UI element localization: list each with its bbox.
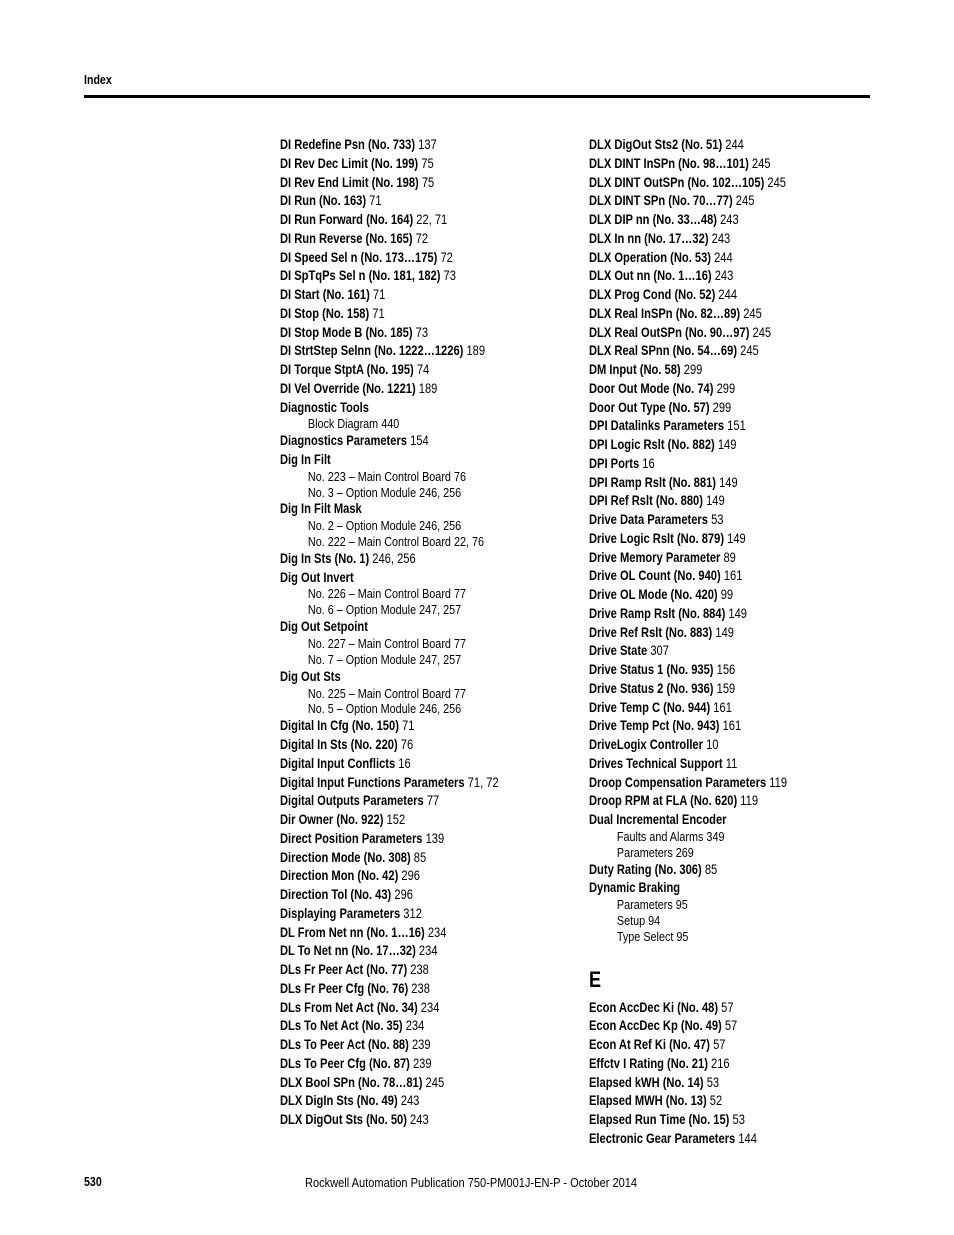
index-term: DLX Real SPnn (No. 54…69) — [589, 343, 738, 359]
index-pages: 189 — [415, 380, 438, 396]
index-term: Dig In Filt Mask — [280, 501, 362, 517]
index-pages: 245 — [764, 174, 786, 190]
index-entry — [589, 999, 827, 1018]
index-term: Dig Out Invert — [280, 569, 354, 585]
index-pages: 72 — [412, 230, 429, 246]
index-entry — [280, 192, 518, 211]
page-number: 530 — [84, 1175, 102, 1189]
index-entry — [280, 792, 518, 811]
index-entry — [589, 1074, 827, 1093]
index-pages: 119 — [766, 774, 788, 790]
index-term: Dig In Sts (No. 1) — [280, 550, 370, 566]
index-entry — [280, 1074, 518, 1093]
index-pages: 71 — [366, 193, 382, 209]
index-entry — [589, 1017, 827, 1036]
index-term: Drive Memory Parameter — [589, 549, 721, 565]
index-column-right — [589, 136, 827, 1149]
index-pages: 234 — [415, 943, 438, 959]
index-entry — [280, 867, 518, 886]
index-term: DI Stop Mode B (No. 185) — [280, 324, 413, 340]
index-entry — [589, 155, 827, 174]
index-entry — [589, 211, 827, 230]
index-pages: 245 — [748, 155, 771, 171]
index-pages: 149 — [714, 437, 737, 452]
index-term: DI Rev End Limit (No. 198) — [280, 174, 419, 190]
index-subentry: No. 227 – Main Control Board 77 — [307, 635, 466, 651]
index-pages: 161 — [720, 568, 743, 584]
index-pages: 216 — [707, 1055, 730, 1071]
index-term: Drives Technical Support — [589, 755, 723, 771]
index-term: Econ AccDec Ki (No. 48) — [589, 999, 719, 1015]
index-term: Drive OL Mode (No. 420) — [589, 587, 718, 602]
index-subentry: No. 222 – Main Control Board 22, 76 — [307, 534, 485, 550]
index-entry — [589, 305, 827, 324]
index-subentry: Type Select 95 — [616, 928, 689, 944]
index-pages: 151 — [724, 418, 746, 434]
index-pages: 245 — [737, 343, 759, 359]
index-term: Drive Status 1 (No. 935) — [589, 662, 714, 677]
index-term: Drive Ref Rslt (No. 883) — [589, 624, 713, 640]
index-term: DI Start (No. 161) — [280, 287, 370, 302]
index-subentry: No. 225 – Main Control Board 77 — [307, 685, 466, 701]
index-pages: 77 — [423, 793, 440, 809]
index-entry — [589, 380, 827, 399]
index-entry — [589, 861, 827, 880]
index-entry — [589, 605, 827, 624]
index-entry — [589, 192, 827, 211]
index-term: Dig Out Setpoint — [280, 619, 368, 635]
index-entry — [589, 399, 827, 418]
index-term: Digital Outputs Parameters — [280, 793, 424, 809]
index-term: DI Speed Sel n (No. 173…175) — [280, 249, 438, 265]
index-term: DL To Net nn (No. 17…32) — [280, 943, 416, 959]
index-pages: 234 — [417, 999, 440, 1015]
index-entry — [280, 569, 518, 588]
index-term: DI SpTqPs Sel n (No. 181, 182) — [280, 268, 441, 284]
index-entry — [280, 1055, 518, 1074]
index-term: DLX DINT OutSPn (No. 102…105) — [589, 174, 765, 190]
index-term: DI Stop (No. 158) — [280, 305, 370, 321]
index-pages: 16 — [639, 455, 655, 471]
index-term: DLX DigOut Sts (No. 50) — [280, 1112, 407, 1128]
index-pages: 85 — [410, 849, 427, 865]
index-entry — [280, 451, 518, 470]
index-entry — [589, 455, 827, 474]
index-entry — [280, 717, 518, 736]
index-entry — [280, 1092, 518, 1111]
index-entry — [280, 361, 518, 380]
index-pages: 238 — [407, 962, 429, 978]
index-entry — [280, 961, 518, 980]
index-entry — [589, 1055, 827, 1074]
index-subentry: Parameters 95 — [616, 897, 688, 913]
index-pages: 57 — [718, 999, 734, 1015]
index-entry — [589, 230, 827, 249]
index-term: Drive OL Count (No. 940) — [589, 568, 721, 584]
index-term: Displaying Parameters — [280, 905, 401, 921]
index-pages: 11 — [722, 755, 738, 771]
index-term: DLs From Net Act (No. 34) — [280, 999, 418, 1015]
index-term: Diagnostics Parameters — [280, 433, 408, 449]
index-term: DLX DINT InSPn (No. 98…101) — [589, 155, 749, 171]
index-term: DI Vel Override (No. 1221) — [280, 380, 416, 396]
index-term: DLX Out nn (No. 1…16) — [589, 268, 712, 284]
index-column-left — [280, 136, 518, 1130]
index-entry — [280, 999, 518, 1018]
index-entry — [589, 511, 827, 530]
index-entry — [589, 361, 827, 380]
index-term: Effctv I Rating (No. 21) — [589, 1055, 708, 1071]
page-header-title: Index — [84, 73, 112, 87]
index-term: DI Redefine Psn (No. 733) — [280, 137, 416, 152]
index-entry — [589, 549, 827, 568]
index-entry — [280, 618, 518, 637]
index-pages: 299 — [680, 362, 703, 377]
index-pages: 53 — [703, 1074, 720, 1090]
index-term: Elapsed Run Time (No. 15) — [589, 1112, 730, 1128]
index-pages: 149 — [702, 493, 725, 509]
index-entry — [280, 755, 518, 774]
index-term: Diagnostic Tools — [280, 399, 369, 415]
index-pages: 243 — [397, 1093, 420, 1109]
index-section-d-continued — [589, 136, 827, 945]
index-pages: 244 — [711, 249, 733, 265]
index-entry — [280, 886, 518, 905]
index-term: Droop RPM at FLA (No. 620) — [589, 793, 738, 809]
index-entry — [280, 1111, 518, 1130]
index-term: Dig Out Sts — [280, 668, 341, 684]
index-term: Elapsed kWH (No. 14) — [589, 1074, 704, 1090]
index-pages: 243 — [708, 230, 731, 246]
index-entry — [589, 324, 827, 343]
index-term: DLX In nn (No. 17…32) — [589, 230, 709, 246]
index-pages: 156 — [713, 662, 736, 677]
index-entry — [280, 399, 518, 418]
index-pages: 85 — [701, 861, 718, 877]
index-pages: 238 — [408, 980, 430, 996]
index-pages: 71 — [369, 305, 385, 321]
index-term: DM Input (No. 58) — [589, 362, 681, 377]
index-entry — [589, 249, 827, 268]
index-entry — [589, 530, 827, 549]
section-letter-e: E — [589, 966, 602, 992]
index-entry — [589, 811, 827, 830]
index-subentry: No. 226 – Main Control Board 77 — [307, 586, 466, 602]
index-term: DLX DINT SPn (No. 70…77) — [589, 193, 733, 209]
index-pages: 74 — [413, 362, 430, 377]
index-pages: 149 — [712, 624, 734, 640]
index-term: Duty Rating (No. 306) — [589, 861, 702, 877]
index-entry — [280, 924, 518, 943]
index-pages: 244 — [722, 137, 744, 152]
index-pages: 296 — [398, 868, 420, 884]
index-subentry: Faults and Alarms 349 — [616, 828, 725, 844]
index-term: Dig In Filt — [280, 451, 331, 467]
index-pages: 245 — [422, 1074, 445, 1090]
index-term: DI Run Forward (No. 164) — [280, 212, 414, 227]
index-term: DPI Logic Rslt (No. 882) — [589, 437, 715, 452]
index-entry — [280, 774, 518, 793]
index-entry — [589, 792, 827, 811]
index-term: Direction Tol (No. 43) — [280, 887, 392, 903]
index-pages: 243 — [711, 268, 734, 284]
index-term: DI Rev Dec Limit (No. 199) — [280, 155, 419, 171]
index-pages: 149 — [725, 605, 747, 621]
index-pages: 243 — [406, 1112, 429, 1128]
index-entry — [280, 136, 518, 155]
index-term: Electronic Gear Parameters — [589, 1130, 736, 1146]
index-term: DLs Fr Peer Cfg (No. 76) — [280, 980, 409, 996]
index-term: Drive Temp Pct (No. 943) — [589, 718, 720, 734]
index-term: Elapsed MWH (No. 13) — [589, 1093, 707, 1109]
index-entry — [280, 267, 518, 286]
index-entry — [589, 661, 827, 680]
index-pages: 234 — [402, 1018, 425, 1034]
index-entry — [589, 567, 827, 586]
index-entry — [589, 136, 827, 155]
index-entry — [280, 905, 518, 924]
index-term: DI Torque StptA (No. 195) — [280, 362, 414, 377]
index-entry — [280, 230, 518, 249]
index-pages: 239 — [409, 1055, 432, 1071]
index-pages: 244 — [715, 287, 738, 302]
index-entry — [589, 267, 827, 286]
index-term: Direct Position Parameters — [280, 830, 423, 846]
index-pages: 139 — [422, 830, 445, 846]
index-term: Digital In Cfg (No. 150) — [280, 718, 399, 734]
index-term: DLX DigOut Sts2 (No. 51) — [589, 137, 723, 152]
index-subentry: No. 2 – Option Module 246, 256 — [307, 518, 462, 534]
index-entry — [589, 286, 827, 305]
index-pages: 245 — [732, 193, 755, 209]
index-pages: 245 — [740, 305, 762, 321]
index-pages: 119 — [737, 793, 759, 809]
index-entry — [589, 624, 827, 643]
index-term: Dynamic Braking — [589, 880, 681, 896]
index-entry — [589, 174, 827, 193]
index-term: DLs Fr Peer Act (No. 77) — [280, 962, 408, 978]
index-entry — [280, 211, 518, 230]
index-term: Drive Logic Rslt (No. 879) — [589, 530, 725, 546]
index-entry — [280, 174, 518, 193]
index-pages: 246, 256 — [369, 550, 416, 566]
index-entry — [280, 432, 518, 451]
index-entry — [280, 1036, 518, 1055]
index-subentry: No. 223 – Main Control Board 76 — [307, 468, 466, 484]
index-subentry: Setup 94 — [616, 912, 661, 928]
index-entry — [280, 830, 518, 849]
index-entry — [280, 305, 518, 324]
index-term: DLX DigIn Sts (No. 49) — [280, 1093, 398, 1109]
index-pages: 149 — [715, 474, 738, 490]
publication-footer: Rockwell Automation Publication 750-PM001J-EN-P - October 2014 — [305, 1175, 638, 1190]
index-pages: 299 — [709, 399, 732, 415]
index-term: DI Run Reverse (No. 165) — [280, 230, 413, 246]
index-pages: 245 — [749, 324, 772, 340]
index-entry — [589, 586, 827, 605]
index-entry — [589, 717, 827, 736]
index-pages: 10 — [702, 737, 719, 752]
index-entry — [589, 417, 827, 436]
index-term: Door Out Mode (No. 74) — [589, 380, 714, 396]
index-term: Drive Ramp Rslt (No. 884) — [589, 605, 726, 621]
index-term: Drive Temp C (No. 944) — [589, 699, 711, 715]
index-pages: 72 — [437, 249, 453, 265]
index-entry — [280, 668, 518, 687]
index-pages: 154 — [407, 433, 429, 449]
index-entry — [589, 1111, 827, 1130]
index-entry — [589, 774, 827, 793]
index-pages: 299 — [713, 380, 736, 396]
index-pages: 137 — [415, 137, 437, 152]
index-subentry: No. 6 – Option Module 247, 257 — [307, 602, 462, 618]
index-term: Digital In Sts (No. 220) — [280, 737, 398, 753]
index-pages: 89 — [720, 549, 736, 565]
index-entry — [280, 380, 518, 399]
index-term: Droop Compensation Parameters — [589, 774, 767, 790]
index-entry — [589, 474, 827, 493]
index-pages: 152 — [383, 812, 406, 828]
index-term: DI StrtStep Selnn (No. 1222…1226) — [280, 343, 464, 359]
index-pages: 53 — [707, 512, 724, 527]
index-subentry: No. 5 – Option Module 246, 256 — [307, 701, 462, 717]
index-pages: 73 — [440, 268, 456, 284]
index-term: DLX Prog Cond (No. 52) — [589, 287, 716, 302]
index-pages: 71 — [398, 718, 415, 734]
index-entry — [589, 680, 827, 699]
index-pages: 296 — [391, 887, 413, 903]
index-pages: 307 — [647, 643, 669, 659]
index-subentry: No. 3 – Option Module 246, 256 — [307, 484, 462, 500]
index-entry — [280, 942, 518, 961]
index-entry — [589, 642, 827, 661]
index-entry — [280, 811, 518, 830]
index-entry — [280, 249, 518, 268]
index-pages: 189 — [463, 343, 486, 359]
index-pages: 16 — [395, 755, 411, 771]
index-pages: 144 — [735, 1130, 757, 1146]
index-term: DLs To Net Act (No. 35) — [280, 1018, 403, 1034]
index-term: Direction Mon (No. 42) — [280, 868, 399, 884]
index-term: Drive State — [589, 643, 648, 659]
index-entry — [280, 550, 518, 569]
index-entry — [280, 980, 518, 999]
index-pages: 149 — [724, 530, 746, 546]
index-section-e — [589, 999, 827, 1149]
index-term: DLX Real OutSPn (No. 90…97) — [589, 324, 750, 340]
index-pages: 22, 71 — [413, 212, 448, 227]
index-term: DPI Ref Rslt (No. 880) — [589, 493, 703, 509]
index-entry — [280, 1017, 518, 1036]
index-term: Econ At Ref Ki (No. 47) — [589, 1037, 710, 1053]
index-term: DI Run (No. 163) — [280, 193, 367, 209]
index-pages: 73 — [412, 324, 429, 340]
index-term: Direction Mode (No. 308) — [280, 849, 411, 865]
index-entry — [589, 342, 827, 361]
index-pages: 239 — [408, 1037, 431, 1053]
index-pages: 52 — [706, 1093, 723, 1109]
index-subentry: Parameters 269 — [616, 844, 694, 860]
index-entry — [280, 736, 518, 755]
index-pages: 243 — [717, 212, 739, 227]
index-subentry: No. 7 – Option Module 247, 257 — [307, 651, 462, 667]
index-pages: 57 — [721, 1018, 738, 1034]
index-term: DLX DIP nn (No. 33…48) — [589, 212, 718, 227]
index-pages: 71, 72 — [464, 774, 499, 790]
index-term: DPI Ramp Rslt (No. 881) — [589, 474, 716, 490]
index-term: Digital Input Functions Parameters — [280, 774, 465, 790]
header-rule — [84, 95, 870, 98]
index-entry — [589, 879, 827, 898]
index-pages: 71 — [369, 287, 386, 302]
index-term: Drive Data Parameters — [589, 512, 708, 527]
index-entry — [280, 286, 518, 305]
index-pages: 57 — [709, 1037, 726, 1053]
index-entry — [589, 1130, 827, 1149]
index-term: DLX Operation (No. 53) — [589, 249, 712, 265]
index-pages: 75 — [418, 174, 435, 190]
index-entry — [280, 324, 518, 343]
index-term: Digital Input Conflicts — [280, 755, 396, 771]
index-pages: 99 — [717, 587, 734, 602]
index-term: DLX Real InSPn (No. 82…89) — [589, 305, 741, 321]
index-term: Dir Owner (No. 922) — [280, 812, 384, 828]
index-term: DPI Ports — [589, 455, 640, 471]
index-pages: 75 — [418, 155, 434, 171]
index-pages: 161 — [710, 699, 732, 715]
index-entry — [589, 1092, 827, 1111]
index-subentry: Block Diagram 440 — [307, 416, 400, 432]
index-entry — [589, 755, 827, 774]
index-term: Econ AccDec Kp (No. 49) — [589, 1018, 722, 1034]
index-term: Drive Status 2 (No. 936) — [589, 680, 714, 696]
index-pages: 161 — [719, 718, 742, 734]
index-term: DPI Datalinks Parameters — [589, 418, 725, 434]
index-term: DL From Net nn (No. 1…16) — [280, 924, 425, 940]
index-entry — [589, 436, 827, 455]
index-pages: 53 — [729, 1112, 745, 1128]
index-pages: 159 — [713, 680, 736, 696]
index-entry — [589, 492, 827, 511]
index-term: Door Out Type (No. 57) — [589, 399, 710, 415]
index-pages: 76 — [397, 737, 414, 753]
index-term: Dual Incremental Encoder — [589, 812, 727, 827]
index-entry — [589, 1036, 827, 1055]
index-term: DriveLogix Controller — [589, 737, 703, 752]
index-entry — [280, 849, 518, 868]
index-entry — [280, 155, 518, 174]
index-term: DLX Bool SPn (No. 78…81) — [280, 1074, 423, 1090]
index-entry — [280, 342, 518, 361]
index-pages: 312 — [400, 905, 422, 921]
index-entry — [589, 736, 827, 755]
index-entry — [280, 500, 518, 519]
index-pages: 234 — [424, 924, 447, 940]
index-entry — [589, 699, 827, 718]
index-term: DLs To Peer Act (No. 88) — [280, 1037, 409, 1053]
index-term: DLs To Peer Cfg (No. 87) — [280, 1055, 410, 1071]
